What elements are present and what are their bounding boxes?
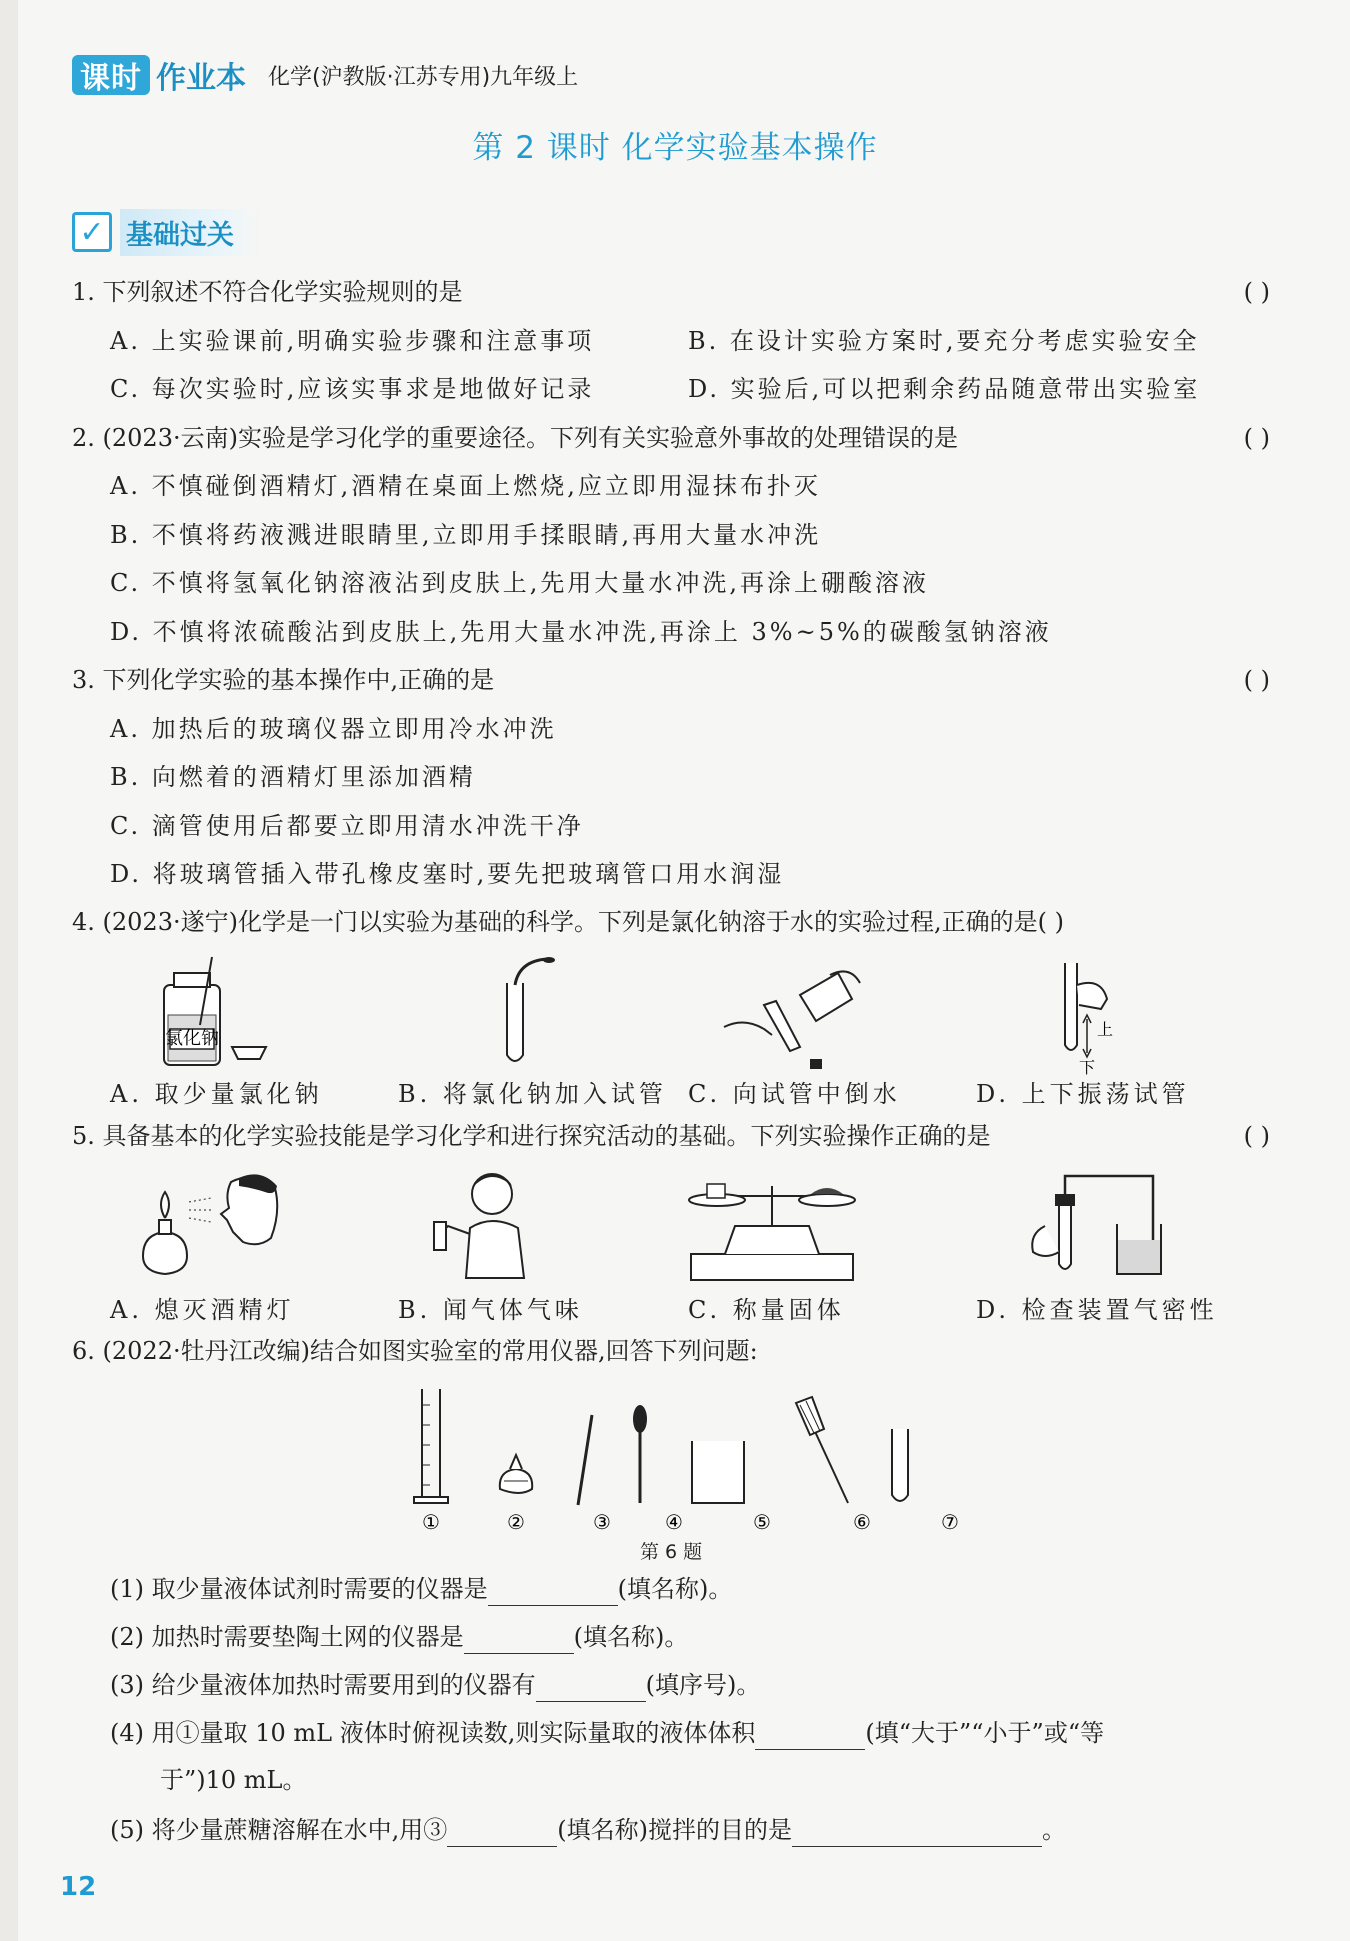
- q6-part-3-blank[interactable]: [536, 1675, 646, 1702]
- instrument-label-7: ⑦: [941, 1510, 959, 1534]
- q5-answer-paren: ( ): [1243, 1122, 1270, 1150]
- check-icon: ✓: [72, 212, 112, 252]
- q1-option-b: B. 在设计实验方案时,要充分考虑实验安全: [688, 327, 1200, 355]
- q4-figure-a-reagent-bottle: [160, 955, 280, 1075]
- test-tube-brush: [796, 1397, 848, 1503]
- q6-part-3-text: (3) 给少量液体加热时需要用到的仪器有: [110, 1671, 536, 1699]
- q4-figure-b-test-tube: [495, 955, 575, 1075]
- q6-part-1-blank[interactable]: [488, 1579, 618, 1606]
- q3-option-d: D. 将玻璃管插入带孔橡皮塞时,要先把玻璃管口用水润湿: [110, 860, 785, 888]
- q4-figure-d-shaking-tube: [1045, 955, 1155, 1075]
- glass-rod: [578, 1415, 592, 1505]
- q1-answer-paren: ( ): [1243, 278, 1270, 306]
- q6-part-2-text: (2) 加热时需要垫陶土网的仪器是: [110, 1623, 464, 1651]
- page-number: 12: [60, 1872, 97, 1902]
- book-subject: 化学(沪教版·江苏专用)九年级上: [268, 64, 579, 90]
- q6-part-4: [110, 1716, 1104, 1750]
- q2-option-b: B. 不慎将药液溅进眼睛里,立即用手揉眼睛,再用大量水冲洗: [110, 521, 822, 549]
- brand-logo: 课时: [72, 55, 150, 95]
- q2-option-c: C. 不慎将氢氧化钠溶液沾到皮肤上,先用大量水冲洗,再涂上硼酸溶液: [110, 569, 930, 597]
- instrument-label-6: ⑥: [853, 1510, 871, 1534]
- q3-option-a: A. 加热后的玻璃仪器立即用冷水冲洗: [110, 715, 557, 743]
- q2-option-d: D. 不慎将浓硫酸沾到皮肤上,先用大量水冲洗,再涂上 3%~5%的碳酸氢钠溶液: [110, 618, 1052, 646]
- instrument-label-2: ②: [507, 1510, 525, 1534]
- q6-part-4-blank[interactable]: [755, 1723, 865, 1750]
- q1-option-c: C. 每次实验时,应该实事求是地做好记录: [110, 375, 595, 403]
- measuring-cylinder: [414, 1389, 448, 1503]
- instrument-label-4: ④: [665, 1510, 683, 1534]
- lesson-title: 第 2 课时 化学实验基本操作: [472, 130, 878, 166]
- q5-option-a: A. 熄灭酒精灯: [110, 1296, 295, 1324]
- q6-stem: 6. (2022·牡丹江改编)结合如图实验室的常用仪器,回答下列问题:: [72, 1337, 758, 1365]
- q6-part-5: [110, 1813, 1066, 1847]
- section-title: 基础过关: [120, 209, 260, 256]
- brand-name: 作业本: [156, 61, 246, 96]
- q6-instruments-figure: [400, 1385, 980, 1535]
- q6-part-1: [110, 1572, 732, 1606]
- q6-part-5-mid: (填名称)搅拌的目的是: [557, 1816, 792, 1844]
- q5-option-c: C. 称量固体: [688, 1296, 845, 1324]
- arrow-up-label: 上: [1097, 1020, 1114, 1039]
- q2-answer-paren: ( ): [1243, 424, 1270, 452]
- q6-part-4-suffix: (填“大于”“小于”或“等: [865, 1719, 1105, 1747]
- dropper: [633, 1405, 647, 1503]
- q3-option-c: C. 滴管使用后都要立即用清水冲洗干净: [110, 812, 584, 840]
- q6-part-3-suffix: (填序号)。: [645, 1671, 761, 1699]
- q5-option-d: D. 检查装置气密性: [976, 1296, 1218, 1324]
- q3-answer-paren: ( ): [1243, 666, 1270, 694]
- q6-figure-caption: 第 6 题: [640, 1541, 703, 1563]
- q1-option-a: A. 上实验课前,明确实验步骤和注意事项: [110, 327, 595, 355]
- q2-stem: 2. (2023·云南)实验是学习化学的重要途径。下列有关实验意外事故的处理错误的是: [72, 424, 958, 452]
- q6-part-2-blank[interactable]: [464, 1627, 574, 1654]
- q6-part-2-suffix: (填名称)。: [573, 1623, 689, 1651]
- q5-figure-a-blowing-lamp: [135, 1168, 285, 1283]
- q5-figure-b-smelling-gas: [430, 1168, 550, 1283]
- q4-figure-c-pouring-water: [720, 955, 870, 1075]
- q6-part-1-text: (1) 取少量液体试剂时需要的仪器是: [110, 1575, 488, 1603]
- q4-option-a: A. 取少量氯化钠: [110, 1080, 323, 1108]
- instrument-label-5: ⑤: [753, 1510, 771, 1534]
- q6-part-5-end: 。: [1042, 1816, 1066, 1844]
- q1-stem: 1. 下列叙述不符合化学实验规则的是: [72, 278, 463, 306]
- q5-option-b: B. 闻气体气味: [398, 1296, 583, 1324]
- alcohol-lamp: [500, 1455, 532, 1493]
- arrow-down-label: 下: [1079, 1058, 1096, 1077]
- q6-part-5-blank-name[interactable]: [447, 1820, 557, 1847]
- q4-option-c: C. 向试管中倒水: [688, 1080, 901, 1108]
- q4-option-b: B. 将氯化钠加入试管: [398, 1080, 667, 1108]
- section-heading: [72, 210, 260, 254]
- q6-part-5-blank-purpose[interactable]: [792, 1820, 1042, 1847]
- q6-part-5-text: (5) 将少量蔗糖溶解在水中,用③: [110, 1816, 448, 1844]
- q6-part-4-text: (4) 用①量取 10 mL 液体时俯视读数,则实际量取的液体体积: [110, 1719, 756, 1747]
- brand-header: [72, 52, 578, 98]
- bottle-label: 氯化钠: [165, 1028, 219, 1049]
- beaker: [692, 1441, 744, 1503]
- q5-stem: 5. 具备基本的化学实验技能是学习化学和进行探究活动的基础。下列实验操作正确的是: [72, 1122, 991, 1150]
- q3-stem: 3. 下列化学实验的基本操作中,正确的是: [72, 666, 495, 694]
- q5-figure-c-balance: [685, 1172, 860, 1284]
- q6-part-1-suffix: (填名称)。: [617, 1575, 733, 1603]
- q6-part-2: [110, 1620, 688, 1654]
- test-tube: [892, 1429, 908, 1501]
- q3-option-b: B. 向燃着的酒精灯里添加酒精: [110, 763, 476, 791]
- q4-option-d: D. 上下振荡试管: [976, 1080, 1190, 1108]
- instrument-label-3: ③: [593, 1510, 611, 1534]
- q1-option-d: D. 实验后,可以把剩余药品随意带出实验室: [688, 375, 1201, 403]
- q5-figure-d-airtightness-check: [1025, 1168, 1165, 1283]
- q6-part-3: [110, 1668, 760, 1702]
- page-gutter: [0, 0, 18, 1941]
- instrument-label-1: ①: [422, 1510, 440, 1534]
- q4-stem: 4. (2023·遂宁)化学是一门以实验为基础的科学。下列是氯化钠溶于水的实验过程,正确的是( ): [72, 908, 1064, 936]
- q2-option-a: A. 不慎碰倒酒精灯,酒精在桌面上燃烧,应立即用湿抹布扑灭: [110, 472, 821, 500]
- q6-part-4-cont: 于”)10 mL。: [160, 1766, 307, 1794]
